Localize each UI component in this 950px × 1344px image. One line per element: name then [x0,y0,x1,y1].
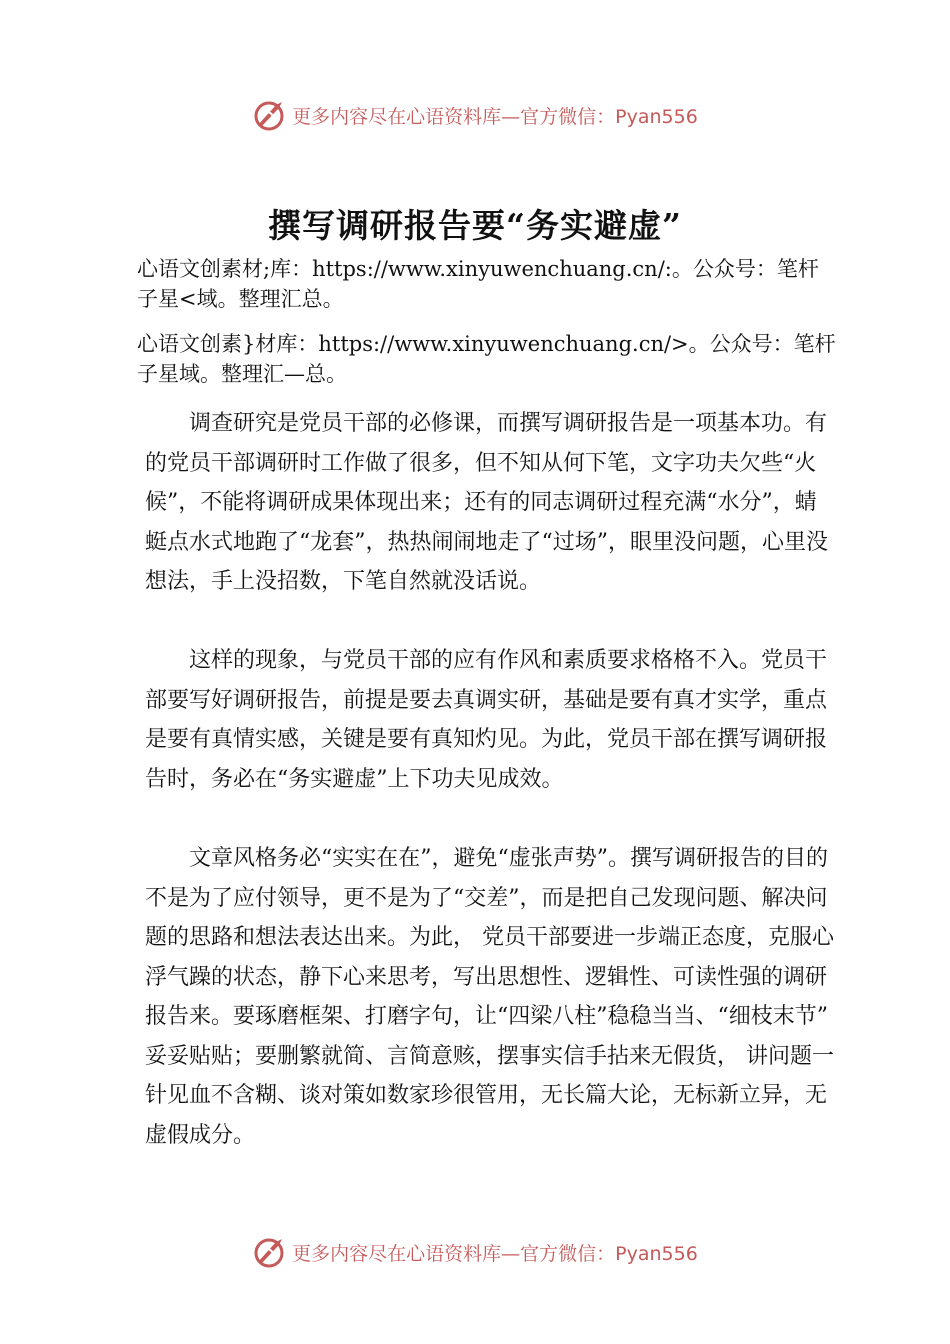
source-line-2: 心语文创素}材库：https://www.xinyuwenchuang.cn/>。公众号：笔杆子星域。整理汇—总。 [137,332,836,386]
header-banner-text: 更多内容尽在心语资料库—官方微信：Pyan556 [292,105,698,128]
footer-banner [0,1232,950,1272]
header-wechat-id: Pyan556 [615,105,698,128]
pen-logo-icon [252,1234,288,1270]
body-paragraph-2: 这样的现象，与党员干部的应有作风和素质要求格格不入。党员干部要写好调研报告，前提是要去真调实研，基础是要有真才实学，重点是要有真情实感，关键是要有真知灼见。为此，党员干部在撰写调研报告时，务必在“务实避虚”上下功夫见成效。 [145,648,828,792]
footer-banner-text: 更多内容尽在心语资料库—官方微信：Pyan556 [292,1242,698,1265]
header-banner [0,95,950,135]
source-line-1: 心语文创素材;库：https://www.xinyuwenchuang.cn/:。公众号：笔杆子星<域。整理汇总。 [137,257,819,311]
body-paragraph-1: 调查研究是党员干部的必修课，而撰写调研报告是一项基本功。有的党员干部调研时工作做了很多，但不知从何下笔，文字功夫欠些“火候”，不能将调研成果体现出来；还有的同志调研过程充满“水分”，蜻蜓点水式地跑了“龙套”，热热闹闹地走了“过场”，眼里没问题，心里没想法，手上没招数，下笔自然就没话说。 [145,411,828,594]
pen-logo-icon [252,97,288,133]
footer-wechat-id: Pyan556 [615,1242,698,1265]
body-paragraph-3: 文章风格务必“实实在在”，避免“虚张声势”。撰写调研报告的目的不是为了应付领导，更不是为了“交差”，而是把自己发现问题、解决问题的思路和想法表达出来。为此， 党员干部要进一步端正态度，克服心浮气躁的状态，静下心来思考，写出思想性、逻辑性、可读性强的调研报告来。要琢磨框架、打磨字句，让“四梁八柱”稳稳当当、“细枝末节” 妥妥贴贴；要删繁就简、言简意赅，摆事实信手拈来无假货， 讲问题一针见血不含糊、谈对策如数家珍很管用，无长篇大论，无标新立异，无虚假成分。 [145,846,834,1148]
document-title: 撰写调研报告要“务实避虚” [268,206,682,245]
